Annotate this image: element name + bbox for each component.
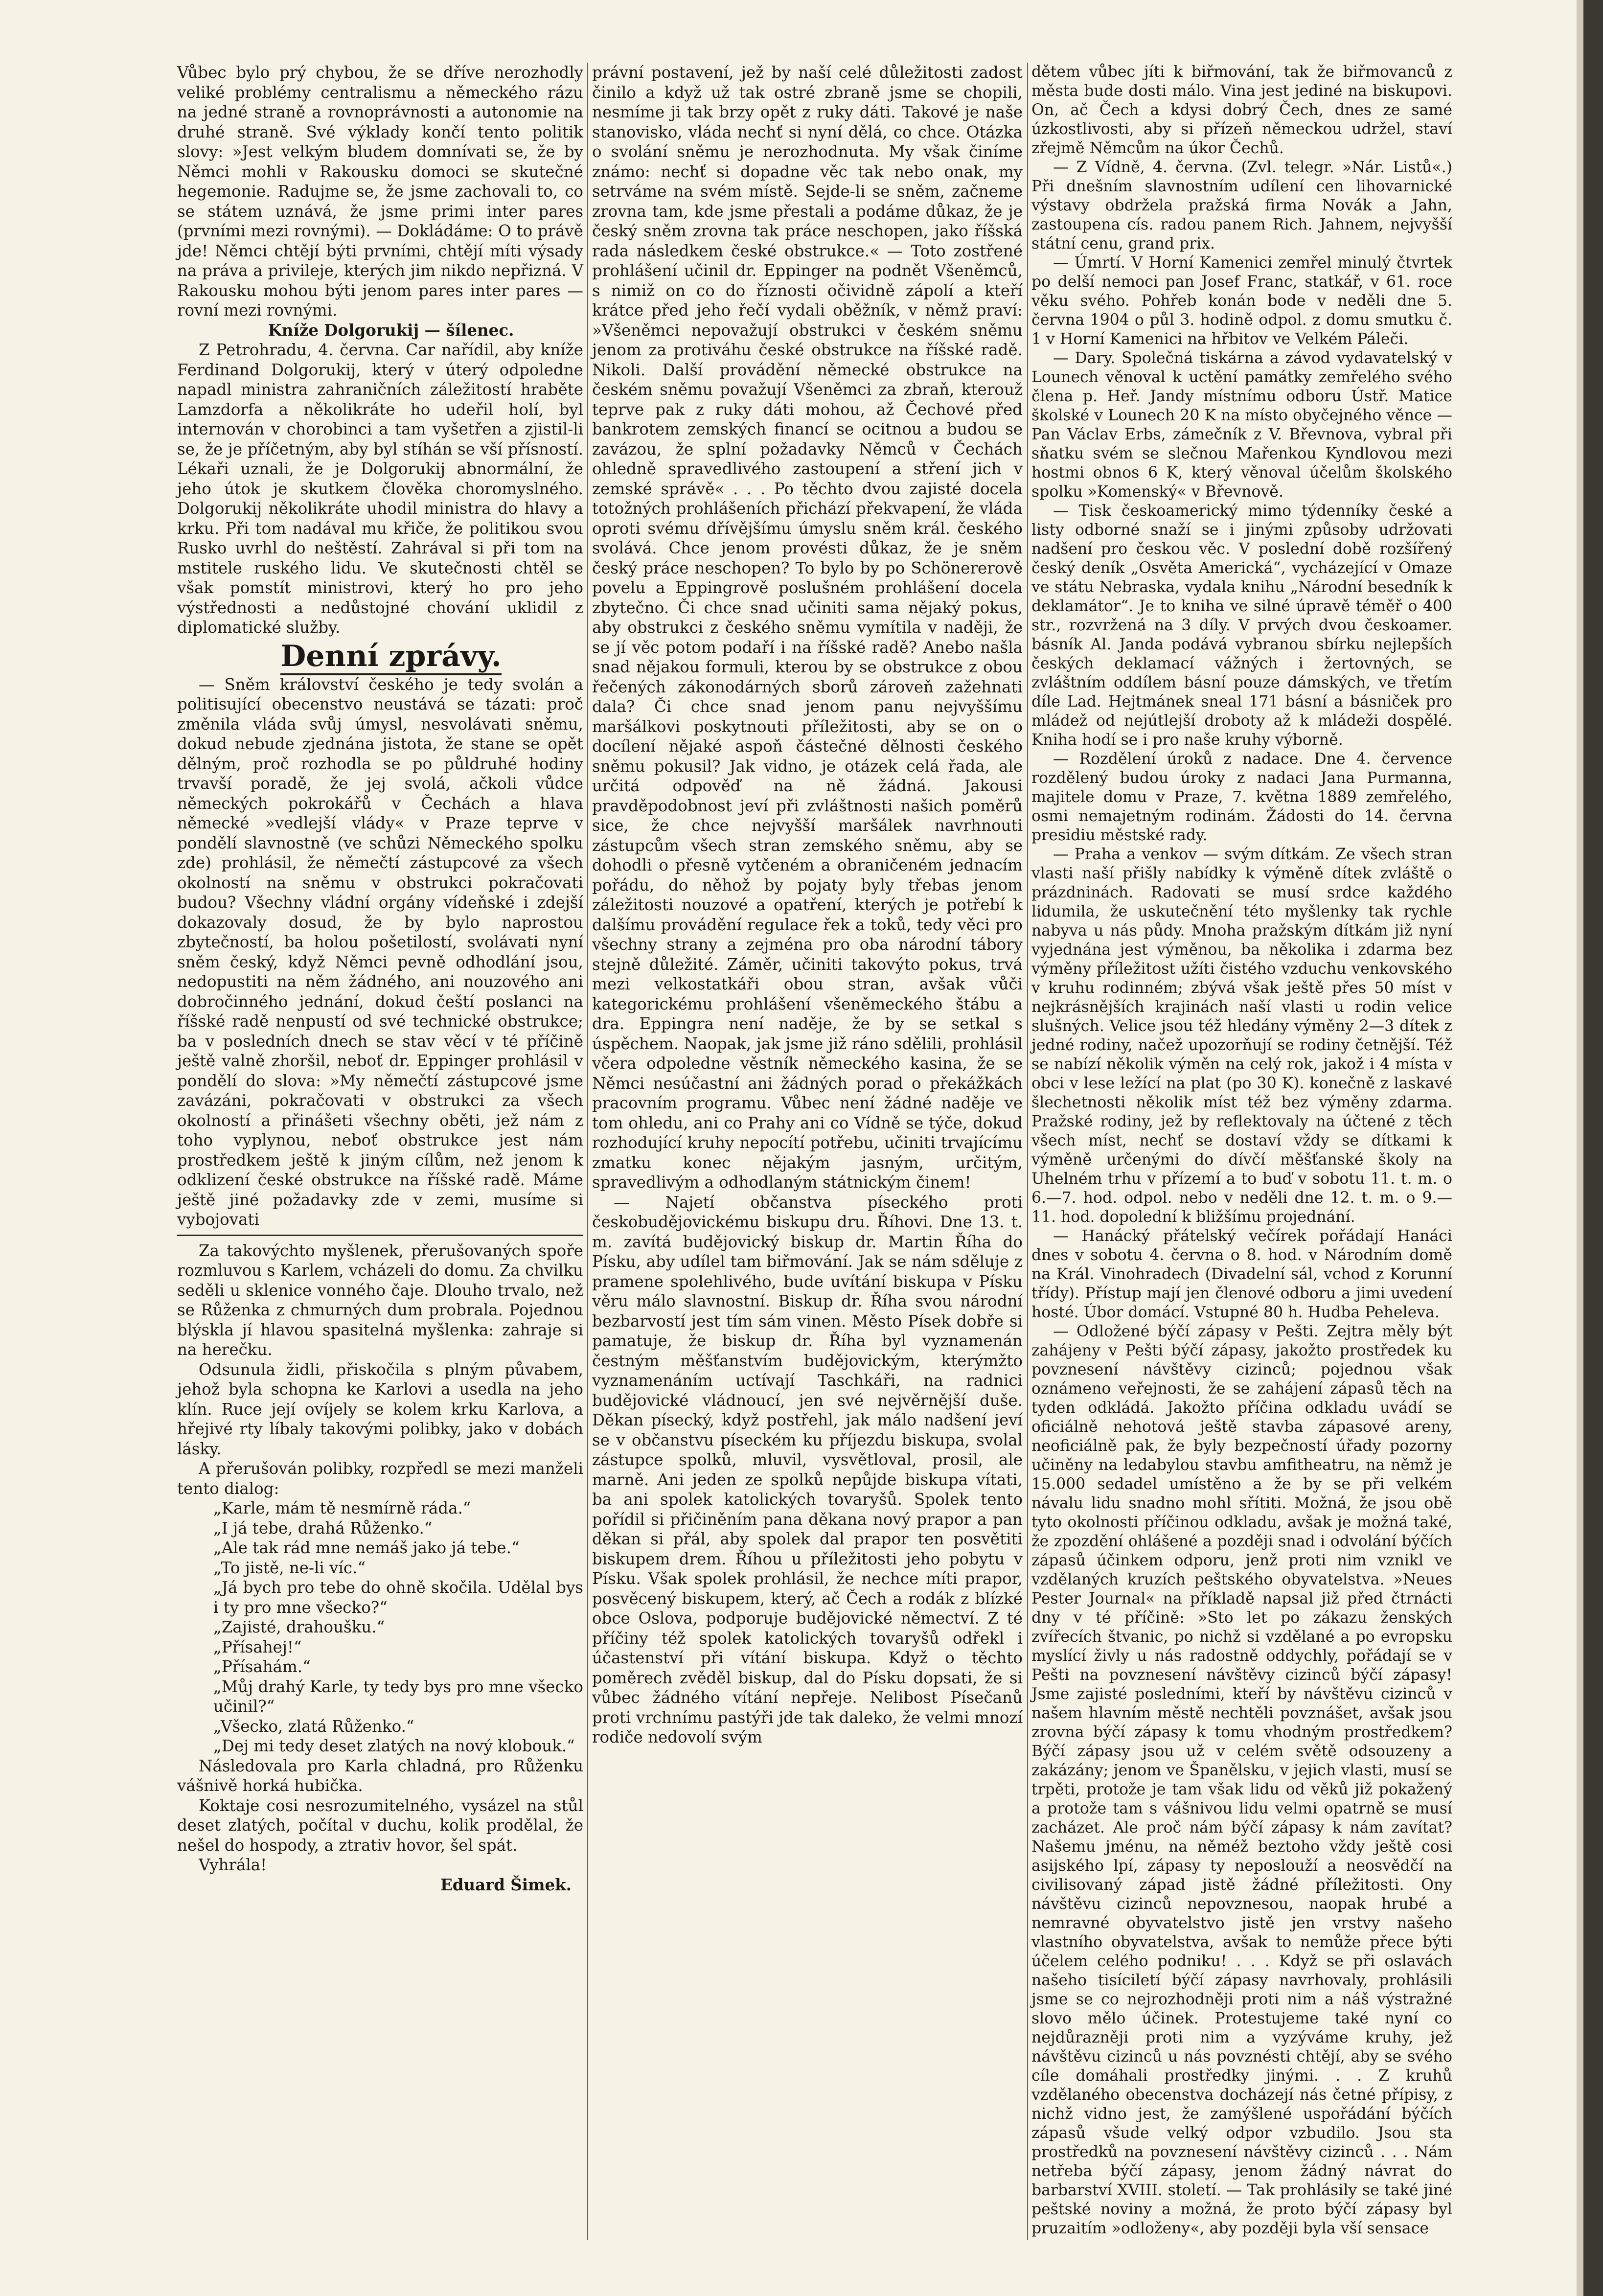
dialog-line: „To jistě, ne-li víc.“ — [213, 1558, 366, 1577]
dialog-line: „Přísahám.“ — [213, 1657, 311, 1676]
paragraph: — Sněm království českého je tedy svolán a politisující obecenstvo neustává se tázati: proč změnila vláda svůj úmysl, nesvolávati sněmu, dokud nebude zjednána jistota, že stane se opět dělným, proč rozhodla se po půldruhé hodiny trvavší poradě, že jej svolá, ačkoli vůdce německých pokrokářů v Čechách a hlava německé »vedlejší vlády« v Praze teprve v pondělí slavnostně (ve schůzi Německého spolku zde) prohlásil, že němečtí zástupcové za všech okolností na sněmu v obstrukci pokračovati budou? Všechny vládní orgány vídeňské i zdejší dokazovaly dosud, že by bylo naprostou zbytečností, ba holou pošetilostí, svolávati nyní sněm český, když Němci pevně odhodlání jsou, nedopustiti na něm žádného, ani nouzového ani dobročinného jednání, dokud čeští poslanci na říšské radě nenpustí od své technické obstrukce; ba v posledních dnech se stav věcí v té příčině ještě valně zhoršil, neboť dr. Eppinger prohlásil v pondělí do slova: »My němečtí zástupcové jsme zavázáni, pokračovati v obstrukci za všech okolností a přinášeti všechny oběti, jež nám z toho vyplynou, neboť obstrukce jest nám prostředkem ještě k jiným cílům, než jenom k odklizení české obstrukce na říšské radě. Máme ještě jiné požadavky zde v zemi, musíme si vybojovati — [177, 675, 583, 1229]
paragraph: právní postavení, jež by naší celé důležitosti zadost činilo a když už tak ostré zbraně jsme se chopili, nesmíme ji tak brzy opět z ruky dáti. Takové je naše stanovisko, vláda nechť si nyní dělá, co chce. Otázka o svolání sněmu je nerozhodnuta. My však činíme známo: nechť si dopadne věc tak nebo onak, my setrváme na svém místě. Sejde-li se sněm, začneme zrovna tam, kde jsme přestali a podáme důkaz, že je český sněm zrovna tak práce neschopen, jako říšská rada následkem české obstrukce.« — Toto zostřené prohlášení učinil dr. Eppinger na podnět Všeněmců, s nimiž on co do říznosti očividně zápolí a kteří krátce před jeho řečí vydali oběžník, v němž praví: »Všeněmci nepovažují obstrukci v českém sněmu jenom za protiváhu české obstrukce na říšské radě. Nikoli. Další provádění německé obstrukce na českém sněmu považují Všeněmci za zbraň, kterouž teprve pak z ruky dáti mohou, až Čechové před bankrotem zemských financí se ocitnou a budou se zavázou, že splní požadavky Němců v Čechách ohledně spravedlivého zastoupení a stření jich v zemské správě« . . . Po těchto dvou zajisté docela totožných prohlášeních přichází překvapení, že vláda oproti svému dřívějšímu úmyslu sněm král. českého svolává. Chce jenom provésti důkaz, že je sněm český práce neschopen? To bylo by po Schönererově povelu a Eppingrově poslušném prohlášení docela zbytečno. Či chce snad učiniti sama nějaký pokus, aby obstrukci z českého sněmu vymítila v naději, že se jí věc potom podaří i na říšské radě? Anebo našla snad nějakou formuli, kterou by se obstrukce z obou řečených zákonodárných sborů zároveň zažehnati dala? Či chce snad jenom panu nejvyššímu maršálkovi poskytnouti příležitosti, aby se on o docílení nějaké aspoň částečné dělnosti českého sněmu pokusil? Jak vidno, je otázek celá řada, ale určitá odpověď na ně žádná. Jakousi pravděpodobnost jeví při zvláštnosti našich poměrů sice, že chce nejvyšší maršálek navrhnouti zástupcům všech stran zemského sněmu, aby se dohodli o přesně vytčeném a obraničeném jednacím pořádu, do něhož by pojaty byly třebas jenom záležitosti nouzové a opatření, kterých je potřebí k dalšímu provádění regulace řek a toků, tedy věci pro všechny strany a zejména pro oba národní tábory stejně důležité. Záměr, učiniti takovýto pokus, trvá mezi velkostatkáři obou stran, avšak vůči kategorickému prohlášení všeněmeckého štábu a dra. Eppingra není naděje, že by se setkal s úspěchem. Naopak, jak jsme již ráno sdělili, prohlásil včera odpoledne věstník německého kasina, že se Němci nesúčastní ani žádných porad o překážkách pracovním programu. Vůbec není žádné naděje ve tom ohledu, ani co Prahy ani co Vídně se týče, dokud rozhodující kruhy nepocítí potřebu, učiniti trvajícímu zmatku konec nějakým jasným, určitým, spravedlivým a odhodlaným státnickým činem! — [592, 63, 1023, 1192]
paragraph: — Z Vídně, 4. června. (Zvl. telegr. »Nár. Listů«.) Při dnešním slavnostním udílení cen lihovarnické výstavy obdržela pražská firma Novák a Jahn, zastoupena cís. radou panem Rich. Jahnem, nejvyšší státní cenu, grand prix. — [1031, 159, 1452, 253]
paragraph: A přerušován polibky, rozpředl se mezi manželi tento dialog: — [177, 1459, 583, 1498]
dialog-line: „Karle, mám tě nesmírně ráda.“ — [213, 1499, 471, 1517]
paragraph: — Rozdělení úroků z nadace. Dne 4. července rozdělený budou úroky z nadaci Jana Purmanna, majitele domu v Praze, 7. května 1889 zemřelého, osmi nemajetným rodinám. Žádosti do 14. června presidiu městské rady. — [1031, 750, 1452, 844]
paragraph: Vůbec bylo prý chybou, že se dříve nerozhodly veliké problémy centralismu a německého rázu na jedné straně a rovnoprávnosti a autonomie na druhé straně. Své výklady končí tento politik slovy: »Jest velkým bludem domnívati se, že by Němci mohli v Rakousku domoci se skutečné hegemonie. Radujme se, že jsme zachovali to, co se státem uznává, že jsme primi inter pares (prvními mezi rovnými). — Dokládáme: O to právě jde! Němci chtějí býti prvními, chtějí míti výsady na práva a privileje, kterých jim nikdo nepřizná. V Rakousku mohou býti jenom pares inter pares — rovní mezi rovnými. — [177, 63, 583, 320]
dialog-line: „Zajisté, drahoušku.“ — [213, 1618, 385, 1636]
paragraph: Následovala pro Karla chladná, pro Růženku vášnivě horká hubička. — [177, 1756, 583, 1795]
paragraph: Za takovýchto myšlenek, přerušovaných spoře rozmluvou s Karlem, vcházeli do domu. Za chvilku seděli u sklenice vonného čaje. Dlouho trvalo, než se Růženka z chmurných dum probrala. Pojednou blýskla jí hlavou spasitelná myšlenka: zahraje si na herečku. — [177, 1241, 583, 1359]
dialog-line: „Já bych pro tebe do ohně skočila. Udělal bys i ty pro mne všecko?“ — [213, 1578, 583, 1617]
dialog-line: „Dej mi tedy deset zlatých na nový klobouk.“ — [213, 1737, 575, 1755]
column-1 — [177, 63, 583, 1895]
paragraph: — Najetí občanstva píseckého proti českobudějovickému biskupu dru. Říhovi. Dne 13. t. m. zavítá budějovický biskup dr. Martin Říha do Písku, aby udílel tam biřmování. Jak se nám sděluje z pramene spolehlivého, bude uvítání biskupa v Písku věru málo slavnostní. Biskup dr. Říha svou národní bezbarvostí jest tím sám vinen. Město Písek dobře si pamatuje, že biskup dr. Říha byl vyznamenán čestným měšťanstvím budějovickým, kterýmžto vyznamenáním uctívají Taschkáři, na radnici budějovické vládnoucí, jen své nejvěrnější duše. Děkan písecký, když postřehl, jak málo nadšení jeví se v občanstvu píseckém ku příjezdu biskupa, svolal zástupce spolků, mluvil, vysvětloval, prosil, ale marně. Ani jeden ze spolků nepůjde biskupa vítati, ba ani spolek katolických tovaryšů. Spolek tento pořídil si přičiněním pana děkana nový prapor a pan děkan si přál, aby spolek dal prapor ten posvětiti biskupem drem. Říhou u příležitosti jeho pobytu v Písku. Však spolek prohlásil, že nechce míti prapor, posvěcený biskupem, který, ač Čech a rodák z blízké obce Oslova, podporuje budějovické němectví. Z té příčiny též spolek katolických tovaryšů odřekl i účastenství při vítání biskupa. Když o těchto poměrech zvěděl biskup, dal do Písku dopsati, že si vůbec žádného vítání nepřeje. Nelibost Písečanů proti vrchnímu pastýři jde tak daleko, že velmi mnozí rodiče nedovolí svým — [592, 1193, 1023, 1746]
dialog-line: „Přísahej!“ — [213, 1637, 302, 1656]
paragraph: — Tisk českoamerický mimo týdenníky české a listy odborné snaží se i jinými způsoby udržovati nadšení pro českou věc. V poslední době rozšířený český deník „Osvěta Americká“, vycházející v Omaze ve státu Nebraska, vydala knihu „Národní besedník k deklamátor“. Je to kniha ve silné úpravě téměř o 400 str., rozvržená na 3 díly. V prvých dvou českoamer. básník Al. Janda podává vybranou sbírku nejlepších českých deklamací vážných i žertovných, se zvláštním oddílem básní pouze dámských, ve třetím díle Lad. Hejtmánek sneal 171 básní a básniček pro mládež od nejútlejší droboty až k mládeži dospělé. Kniha hodí se i pro naše kruhy výborně. — [1031, 502, 1452, 749]
paragraph: — Hanácký přátelský večírek pořádají Hanáci dnes v sobotu 4. června o 8. hod. v Národním domě na Král. Vinohradech (Divadelní sál, vchod z Korunní třídy). Přístup mají jen členové odboru a jimi uvedení hosté. Úbor domácí. Vstupné 80 h. Hudba Peheleva. — [1031, 1227, 1452, 1321]
column-rule — [587, 63, 588, 2240]
author-signature: Eduard Šimek. — [440, 1875, 572, 1894]
dialog-line: „Můj drahý Karle, ty tedy bys pro mne všecko učinil?“ — [213, 1677, 583, 1716]
paragraph: Vyhrála! — [199, 1856, 267, 1874]
dialog-line: „Ale tak rád mne nemáš jako já tebe.“ — [213, 1538, 520, 1557]
dialog-line: „Všecko, zlatá Růženko.“ — [213, 1717, 414, 1736]
paragraph: dětem vůbec jíti k biřmování, tak že biřmovanců z města bude dosti málo. Vina jest jediné na biskupovi. On, ač Čech a kdysi dobrý Čech, dnes ze samé úzkostlivosti, aby si přízeň německou udržel, staví zřejmě Němcům na úkor Čechů. — [1031, 63, 1452, 157]
article-heading: Kníže Dolgorukij — šílenec. — [268, 320, 514, 340]
column-2 — [592, 63, 1023, 1747]
page-fold-shadow — [1577, 0, 1583, 2296]
feuilleton-rule — [177, 1235, 583, 1236]
paragraph: — Úmrtí. V Horní Kamenici zemřel minulý čtvrtek po delší nemoci pan Josef Franc, statkář, v 61. roce věku svého. Pohřeb konán bode v neděli dne 5. června 1904 o půl 3. hodině odpol. z domu smutku č. 1 v Horní Kamenici na hřbitov ve Velkém Páleči. — [1031, 254, 1452, 348]
paragraph: Koktaje cosi nesrozumitelného, vysázel na stůl deset zlatých, počítal v duchu, kolik prodělal, že nešel do hospody, a ztrativ hovor, šel spát. — [177, 1796, 583, 1855]
paragraph: — Odložené býčí zápasy v Pešti. Zejtra měly být zahájeny v Pešti býčí zápasy, jakožto prostředek ku povznesení návštěvy cizinců; pojednou však oznámeno veřejnosti, že se zahájení zápasů těch na tyden odkládá. Jakožto příčina odkladu uvádí se oficiálně nehotová ještě stavba zápasové areny, neoficiálně pak, že byly bezpečností úřady pozorny učiněny na ledabylou stavbu amfitheatru, na němž je 15.000 sedadel umístěno a že by se při velkém návalu lidu snadno mohl sřítiti. Možná, že jsou obě tyto okolnosti příčinou odkladu, avšak je možná také, že zpozdění ohlášené a později snad i odvolání býčích zápasů účinkem odporu, jenž proti nim vznikl ve vzdělaných kruzích peštského obyvatelstva. »Neues Pester Journal« na příkladě napsal již před čtrnácti dny v té příčině: »Sto let po zákazu ženských zvířecích štvanic, po nichž si vzdělané a po evropsku myslící živly u nás radostně oddychly, pořádají se v Pešti na povznesení návštěvy cizinců býčí zápasy! Jsme zajisté posledními, kteří by návštěvu cizinců v našem hlavním městě nechtěli povznášet, avšak jsou zrovna býčí zápasy k tomu vhodným prostředkem? Býčí zápasy jsou už v celém světě odsouzeny a zakázány; jenom ve Španělsku, v jejich vlasti, musí se trpěti, protože je tam však lidu od věků již pokažený a protože tam s vášnivou lidu velmi opatrně se musí zacházet. Ale proč nám býčí zápasy k nám zavítat? Našemu jménu, na něméž beztoho vždy ještě cosi asijského lpí, zápasy ty neposlouží a neosvědčí na civilisovaný západ jistě žádné příležitosti. Ony návštěvu cizinců nepovznesou, naopak hrubé a nemravné obyvatelstvo jistě jen vrstvy našeho vlastního obyvatelstva, avšak to nemůže přece býti účelem celého podniku! . . . Když se při oslavách našeho tisíciletí býčí zápasy navrhovaly, prohlásili jsme se co nejrozhodněji proti nim a náš výstražné slovo mělo účinek. Protestujeme také nyní co nejdůrazněji proti nim a vyzýváme kruhy, jež návštěvu cizinců u nás povznésti chtějí, aby se svého cíle domáhali prostředky jinými. . . Z kruhů vzdělaného obecenstva docházejí nás četné přípisy, z nichž vidno jest, že zamýšlené uspořádání býčích zápasů všude velký odpor vzbudilo. Jsou sta prostředků na povznesení návštěvy cizinců . . . Nám netřeba býčí zápasy, jenom žádný návrat do barbarství XVIII. století. — Tak prohlásily se také jiné peštské noviny a možná, že proto býčí zápasy byl pruzaitím »odloženy«, aby později byla vší sensace — [1031, 1323, 1452, 2237]
section-heading-text: Denní zprávy. — [280, 639, 501, 675]
section-heading — [177, 638, 583, 675]
dialog-line: „I já tebe, drahá Růženko.“ — [213, 1518, 433, 1538]
page-edge — [1583, 0, 1603, 2296]
paragraph: — Praha a venkov — svým dítkám. Ze všech stran vlasti naší přišly nabídky k výměně dítek zvláště o prázdninách. Radovati se musí srdce každého lidumila, že uskutečnění této myšlenky tak rychle nabyva u nás půdy. Mnoha pražským dítkám již nyní vyjednána jest výměnou, ba několika i zdarma bez výměny příležitost užíti čistého vzduchu venkovského v kruhu rodinném; zbývá však ještě přes 50 míst v nejkrásnějších krajinách naší vlasti u rodin velice slušných. Velice jsou též hledány výměny 2—3 dítek z jedné rodiny, načež upozorňují se rodiny četnější. Též se nabízí několik výměn na celý rok, jakož i 4 místa v obci v lese ležící na plat (po 30 K). konečně z laskavé šlechetnosti několik míst též bez výměny zdarma. Pražské rodiny, jež by reflektovaly na účtené z těch všech míst, nechť se dostaví vždy se dítkami k výměně určenými do dívčí měšťanské školy na Uhelném trhu v přízemí a to buď v sobotu 11. t. m. o 6.—7. hod. odpol. nebo v neděli dne 12. t. m. o 9.—11. hod. dopolední k bližšímu projednání. — [1031, 846, 1452, 1226]
paragraph: Z Petrohradu, 4. června. Car nařídil, aby kníže Ferdinand Dolgorukij, který v úterý odpoledne napadl ministra zahraničních záležitostí hraběte Lamzdorfa a několikráte ho udeřil holí, byl internován v chorobinci a tam vyšetřen a zjistil-li se, že je příčetným, aby byl stíhán se vší přísností. Lékaři uznali, že je Dolgorukij abnormální, že jeho útok je skutkem člověka choromyslného. Dolgorukij několikráte uhodil ministra do hlavy a krku. Při tom nadával mu křiče, že politikou svou Rusko uvrhl do neštěstí. Zahrával si při tom na mstitele ruského lidu. Ve skutečnosti chtěl se však pomstít ministrovi, který ho pro jeho výstřednosti a nedůstojné chování uklidil z diplomatické služby. — [177, 341, 583, 637]
column-rule — [1027, 63, 1028, 2240]
column-3 — [1031, 63, 1452, 2238]
paragraph: Odsunula židli, přiskočila s plným půvabem, jehož byla schopna ke Karlovi a usedla na jeho klín. Ruce její ovíjely se kolem krku Karlova, a hřejivé rty líbaly takovými polibky, jako v dobách lásky. — [177, 1360, 583, 1458]
paragraph: — Dary. Společná tiskárna a závod vydavatelský v Lounech věnoval k uctění památky zemřelého svého člena p. Heř. Jandy místnímu odboru Ústř. Matice školské v Lounech 20 K na místo obyčejného věnce — Pan Václav Erbs, zámečník z V. Břevnova, vybral při sňatku svém se slečnou Mařenkou Kyndlovou mezi hostmi obnos 6 K, který věnoval účelům školského spolku »Komenský« v Břevnově. — [1031, 349, 1452, 501]
